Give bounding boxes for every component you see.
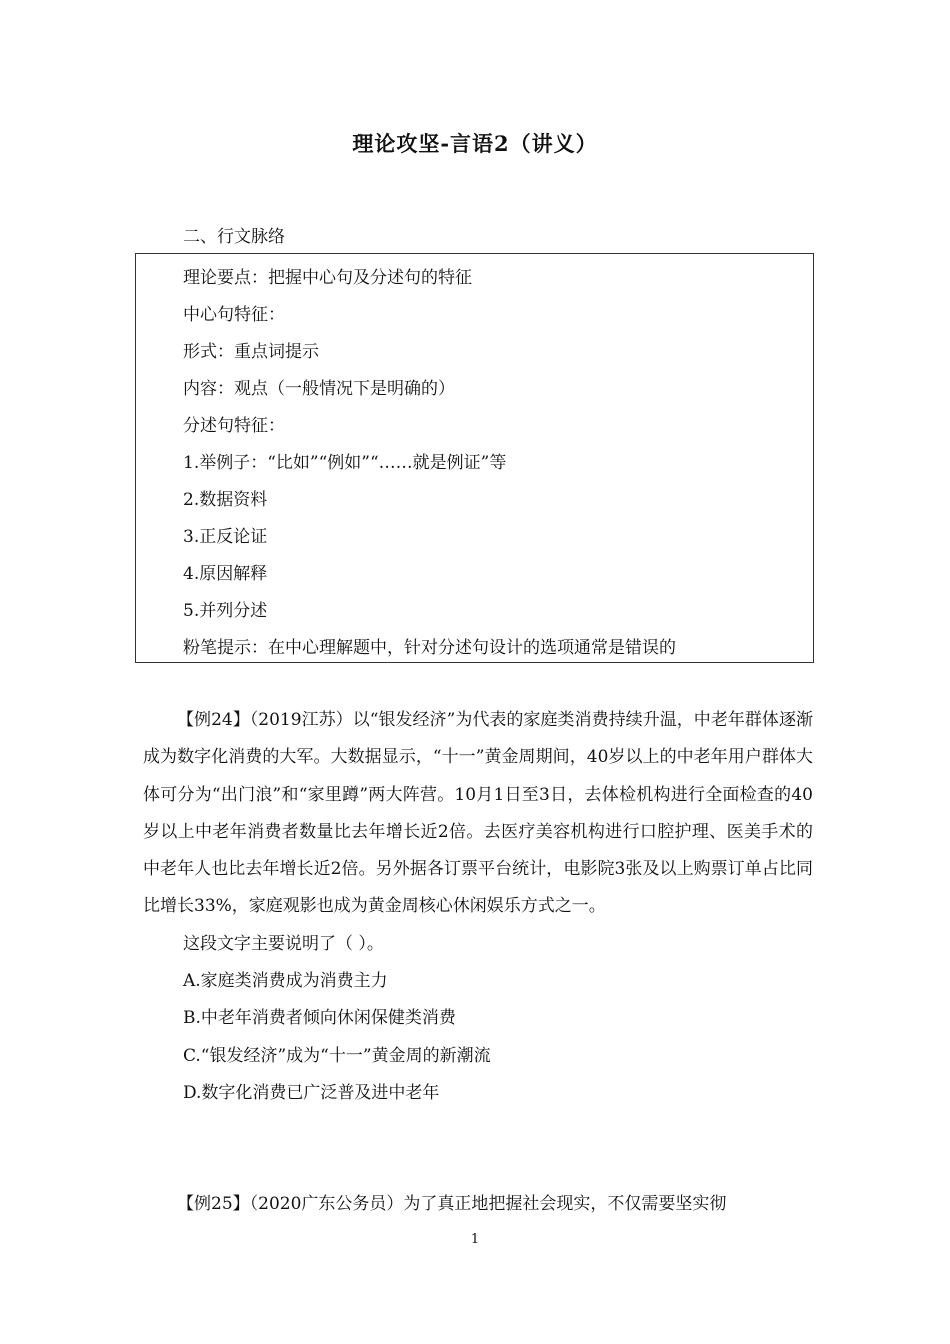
theory-line: 分述句特征： — [183, 416, 285, 436]
theory-line: 4.原因解释 — [183, 564, 268, 584]
example-24 — [143, 702, 813, 1112]
theory-line: 理论要点：把握中心句及分述句的特征 — [183, 268, 472, 288]
page-title: 理论攻坚-言语2（讲义） — [352, 131, 598, 156]
example-24-question: 这段文字主要说明了（ ）。 — [183, 933, 384, 954]
example-25 — [143, 1186, 813, 1223]
section-heading: 二、行文脉络 — [183, 227, 285, 247]
example-25-paragraph: 【例25】（2020广东公务员）为了真正地把握社会现实，不仅需要坚实彻 — [177, 1194, 727, 1214]
theory-line: 内容：观点（一般情况下是明确的） — [183, 379, 455, 399]
theory-line: 形式：重点词提示 — [183, 342, 319, 362]
option-a: A.家庭类消费成为消费主力 — [183, 971, 388, 992]
example-24-paragraph: 【例24】（2019江苏）以“银发经济”为代表的家庭类消费持续升温，中老年群体逐渐成为数字化消费的大军。大数据显示，“十一”黄金周期间，40岁以上的中老年用户群体大体可分为“出门浪”和“家里蹲”两大阵营。10月1日至3日，去体检机构进行全面检查的40岁以上中老年消费者数量比去年增长近2倍。去医疗美容机构进行口腔护理、医美手术的中老年人也比去年增长近2倍。另外据各订票平台统计，电影院3张及以上购票订单占比同比增长33%，家庭观影也成为黄金周核心休闲娱乐方式之一。 — [143, 710, 813, 917]
theory-line: 粉笔提示：在中心理解题中，针对分述句设计的选项通常是错误的 — [183, 638, 676, 658]
option-d: D.数字化消费已广泛普及进中老年 — [183, 1082, 440, 1103]
page-number: 1 — [470, 1232, 480, 1247]
theory-line: 5.并列分述 — [183, 601, 268, 621]
theory-line: 3.正反论证 — [183, 527, 268, 547]
theory-line: 2.数据资料 — [183, 490, 268, 510]
option-b: B.中老年消费者倾向休闲保健类消费 — [183, 1008, 456, 1029]
option-c: C.“银发经济”成为“十一”黄金周的新潮流 — [183, 1045, 491, 1066]
theory-box — [135, 253, 814, 663]
theory-line: 中心句特征： — [183, 305, 285, 325]
theory-line: 1.举例子：“比如”“例如”“……就是例证”等 — [183, 453, 507, 473]
